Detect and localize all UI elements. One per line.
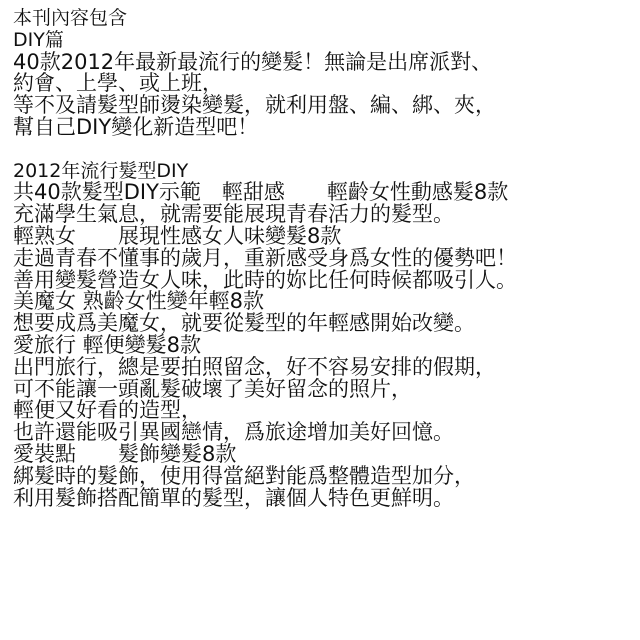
section-line: 愛裝點 髮飾變髮8款	[13, 441, 237, 466]
section-line: 走過青春不懂事的歲月，重新感受身爲女性的優勢吧！	[13, 245, 517, 270]
section-line: 可不能讓一頭亂髮破壞了美好留念的照片，	[13, 376, 412, 401]
diy-subheading: DIY篇	[13, 28, 64, 51]
section-line: 愛旅行 輕便變髮8款	[13, 332, 202, 357]
section-line: 出門旅行，總是要拍照留念，好不容易安排的假期，	[13, 354, 496, 379]
section-title: 2012年流行髮型DIY	[13, 159, 189, 182]
section-line: 輕便又好看的造型，	[13, 398, 202, 423]
intro-line: 約會、上學、或上班，	[13, 71, 223, 96]
intro-line: 40款2012年最新最流行的變髮！無論是出席派對、	[13, 49, 493, 74]
section-line: 充滿學生氣息，就需要能展現青春活力的髮型。	[13, 202, 454, 227]
section-line: 綁髮時的髮飾，使用得當絕對能爲整體造型加分，	[13, 463, 475, 488]
section-line: 善用變髮營造女人味，此時的妳比任何時候都吸引人。	[13, 267, 517, 292]
section-line: 美魔女 熟齡女性變年輕8款	[13, 289, 265, 314]
intro-line: 幫自己DIY變化新造型吧！	[13, 114, 259, 139]
contents-heading: 本刊內容包含	[13, 7, 128, 29]
section-line: 也許還能吸引異國戀情，爲旅途增加美好回憶。	[13, 420, 454, 445]
section-line: 共40款髮型DIY示範 輕甜感 輕齡女性動感髮8款	[13, 180, 509, 205]
section-line: 利用髮飾搭配簡單的髮型，讓個人特色更鮮明。	[13, 485, 454, 510]
paragraph-spacer	[13, 139, 633, 161]
intro-line: 等不及請髮型師燙染變髮，就利用盤、編、綁、夾，	[13, 93, 496, 118]
section-line: 輕熟女 展現性感女人味變髮8款	[13, 223, 342, 248]
document-body	[13, 8, 633, 509]
section-line: 想要成爲美魔女，就要從髮型的年輕感開始改變。	[13, 311, 475, 336]
